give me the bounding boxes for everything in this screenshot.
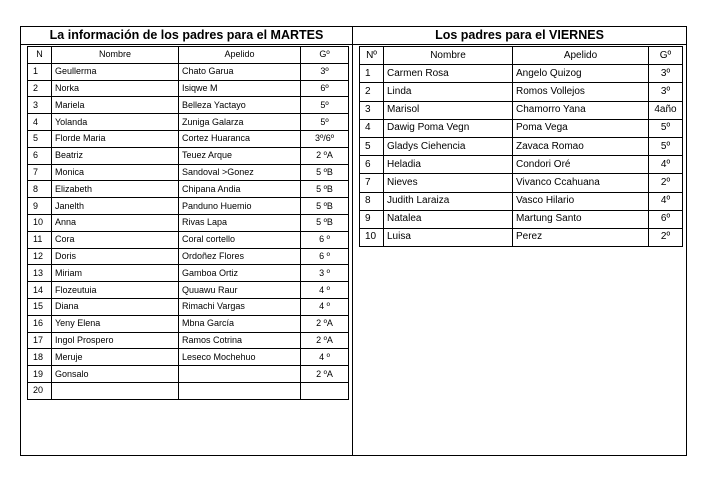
table-header-row: [360, 47, 683, 65]
cell-grade: 5º: [649, 137, 683, 155]
table-row: [28, 349, 349, 366]
cell-number: 14: [28, 282, 52, 299]
cell-surname: Gamboa Ortiz: [179, 265, 301, 282]
cell-name: Heladia: [384, 156, 513, 174]
cell-number: 9: [28, 198, 52, 215]
cell-number: 17: [28, 332, 52, 349]
cell-surname: Rivas Lapa: [179, 214, 301, 231]
cell-grade: 6º: [301, 80, 349, 97]
cell-grade: 2 ºA: [301, 332, 349, 349]
cell-grade: 4º: [649, 156, 683, 174]
tuesday-parents-table: [27, 46, 349, 400]
table-row: [28, 80, 349, 97]
cell-surname: Panduno Huemio: [179, 198, 301, 215]
tuesday-title: La información de los padres para el MARTES: [21, 26, 352, 45]
cell-name: Anna: [52, 214, 179, 231]
cell-surname: Angelo Quizog: [513, 65, 649, 83]
table-row: [360, 83, 683, 101]
cell-grade: 6 º: [301, 231, 349, 248]
cell-number: 5: [360, 137, 384, 155]
header-name: Nombre: [384, 47, 513, 65]
cell-name: Linda: [384, 83, 513, 101]
table-row: [360, 137, 683, 155]
cell-grade: 5º: [301, 97, 349, 114]
cell-name: Carmen Rosa: [384, 65, 513, 83]
table-row: [28, 282, 349, 299]
cell-number: 9: [360, 210, 384, 228]
cell-name: Florde Maria: [52, 130, 179, 147]
header-surname: Apelido: [513, 47, 649, 65]
cell-grade: 3º: [649, 65, 683, 83]
cell-number: 4: [28, 114, 52, 131]
cell-number: 3: [360, 101, 384, 119]
cell-surname: Romos Vollejos: [513, 83, 649, 101]
table-row: [28, 265, 349, 282]
table-row: [360, 65, 683, 83]
cell-surname: Coral cortello: [179, 231, 301, 248]
cell-number: 1: [360, 65, 384, 83]
table-row: [28, 382, 349, 399]
cell-name: Luisa: [384, 228, 513, 246]
cell-number: 20: [28, 382, 52, 399]
cell-number: 12: [28, 248, 52, 265]
cell-number: 13: [28, 265, 52, 282]
cell-name: Cora: [52, 231, 179, 248]
header-grade: Gº: [301, 47, 349, 64]
cell-grade: 4 º: [301, 349, 349, 366]
cell-surname: Isiqwe M: [179, 80, 301, 97]
cell-number: 8: [28, 181, 52, 198]
cell-surname: [179, 382, 301, 399]
cell-number: 3: [28, 97, 52, 114]
cell-surname: Martung Santo: [513, 210, 649, 228]
cell-grade: 6 º: [301, 248, 349, 265]
cell-grade: 5 ºB: [301, 198, 349, 215]
cell-name: Flozeutuia: [52, 282, 179, 299]
cell-grade: 3º/6º: [301, 130, 349, 147]
table-row: [28, 130, 349, 147]
cell-grade: 4º: [649, 192, 683, 210]
table-row: [28, 298, 349, 315]
cell-surname: Vivanco Ccahuana: [513, 174, 649, 192]
cell-grade: 2º: [649, 174, 683, 192]
cell-number: 10: [28, 214, 52, 231]
cell-grade: 5º: [301, 114, 349, 131]
cell-grade: 4 º: [301, 298, 349, 315]
table-row: [360, 156, 683, 174]
cell-number: 11: [28, 231, 52, 248]
cell-grade: 3 º: [301, 265, 349, 282]
cell-name: Meruje: [52, 349, 179, 366]
cell-name: Gonsalo: [52, 366, 179, 383]
cell-surname: Chipana Andia: [179, 181, 301, 198]
cell-grade: 4año: [649, 101, 683, 119]
cell-number: 2: [360, 83, 384, 101]
cell-name: Monica: [52, 164, 179, 181]
cell-name: Ingol Prospero: [52, 332, 179, 349]
cell-surname: Vasco Hilario: [513, 192, 649, 210]
cell-name: Gladys Ciehencia: [384, 137, 513, 155]
table-row: [360, 174, 683, 192]
cell-surname: Belleza Yactayo: [179, 97, 301, 114]
cell-surname: Condori Oré: [513, 156, 649, 174]
cell-number: 19: [28, 366, 52, 383]
cell-number: 16: [28, 315, 52, 332]
cell-number: 7: [28, 164, 52, 181]
cell-grade: 3º: [649, 83, 683, 101]
cell-name: Beatriz: [52, 147, 179, 164]
table-row: [28, 214, 349, 231]
cell-surname: Zuniga Galarza: [179, 114, 301, 131]
column-divider: [352, 26, 353, 456]
cell-surname: Perez: [513, 228, 649, 246]
cell-grade: 4 º: [301, 282, 349, 299]
cell-name: Yeny Elena: [52, 315, 179, 332]
cell-surname: Cortez Huaranca: [179, 130, 301, 147]
cell-number: 4: [360, 119, 384, 137]
table-header-row: [28, 47, 349, 64]
cell-surname: Zavaca Romao: [513, 137, 649, 155]
cell-surname: [179, 366, 301, 383]
table-row: [28, 366, 349, 383]
friday-parents-table: [359, 46, 683, 247]
cell-surname: Ramos Cotrina: [179, 332, 301, 349]
cell-surname: Chamorro Yana: [513, 101, 649, 119]
cell-name: Yolanda: [52, 114, 179, 131]
cell-surname: Ordoñez Flores: [179, 248, 301, 265]
cell-grade: 2 ºA: [301, 315, 349, 332]
cell-grade: 6º: [649, 210, 683, 228]
cell-number: 2: [28, 80, 52, 97]
cell-name: Geullerma: [52, 63, 179, 80]
header-number: N: [28, 47, 52, 64]
cell-surname: Sandoval >Gonez: [179, 164, 301, 181]
cell-name: Judith Laraiza: [384, 192, 513, 210]
cell-name: Doris: [52, 248, 179, 265]
cell-name: Natalea: [384, 210, 513, 228]
cell-surname: Chato Garua: [179, 63, 301, 80]
cell-name: [52, 382, 179, 399]
table-row: [28, 164, 349, 181]
cell-surname: Quuawu Raur: [179, 282, 301, 299]
table-row: [28, 198, 349, 215]
cell-name: Nieves: [384, 174, 513, 192]
cell-surname: Rimachi Vargas: [179, 298, 301, 315]
table-row: [28, 114, 349, 131]
cell-name: Norka: [52, 80, 179, 97]
cell-name: Elizabeth: [52, 181, 179, 198]
cell-number: 5: [28, 130, 52, 147]
cell-number: 1: [28, 63, 52, 80]
header-grade: Gº: [649, 47, 683, 65]
cell-surname: Leseco Mochehuo: [179, 349, 301, 366]
table-row: [360, 228, 683, 246]
header-number: Nº: [360, 47, 384, 65]
cell-number: 10: [360, 228, 384, 246]
cell-surname: Mbna García: [179, 315, 301, 332]
table-row: [28, 332, 349, 349]
table-row: [360, 192, 683, 210]
cell-grade: 5 ºB: [301, 214, 349, 231]
cell-number: 6: [28, 147, 52, 164]
table-row: [28, 147, 349, 164]
table-row: [28, 231, 349, 248]
cell-grade: 2 ºA: [301, 366, 349, 383]
cell-number: 15: [28, 298, 52, 315]
table-row: [28, 315, 349, 332]
cell-surname: Teuez Arque: [179, 147, 301, 164]
cell-grade: 3º: [301, 63, 349, 80]
friday-title: Los padres para el VIERNES: [353, 26, 686, 45]
cell-surname: Poma Vega: [513, 119, 649, 137]
cell-grade: [301, 382, 349, 399]
header-surname: Apelido: [179, 47, 301, 64]
cell-number: 6: [360, 156, 384, 174]
cell-number: 7: [360, 174, 384, 192]
cell-grade: 5 ºB: [301, 164, 349, 181]
cell-number: 8: [360, 192, 384, 210]
cell-name: Diana: [52, 298, 179, 315]
table-row: [360, 119, 683, 137]
table-row: [360, 210, 683, 228]
cell-name: Marisol: [384, 101, 513, 119]
cell-name: Janelth: [52, 198, 179, 215]
cell-grade: 5º: [649, 119, 683, 137]
cell-grade: 2º: [649, 228, 683, 246]
cell-name: Dawig Poma Vegn: [384, 119, 513, 137]
cell-grade: 2 ºA: [301, 147, 349, 164]
cell-name: Miriam: [52, 265, 179, 282]
table-row: [28, 181, 349, 198]
table-row: [28, 63, 349, 80]
table-row: [28, 248, 349, 265]
table-row: [28, 97, 349, 114]
cell-grade: 5 ºB: [301, 181, 349, 198]
cell-number: 18: [28, 349, 52, 366]
header-name: Nombre: [52, 47, 179, 64]
cell-name: Mariela: [52, 97, 179, 114]
table-row: [360, 101, 683, 119]
